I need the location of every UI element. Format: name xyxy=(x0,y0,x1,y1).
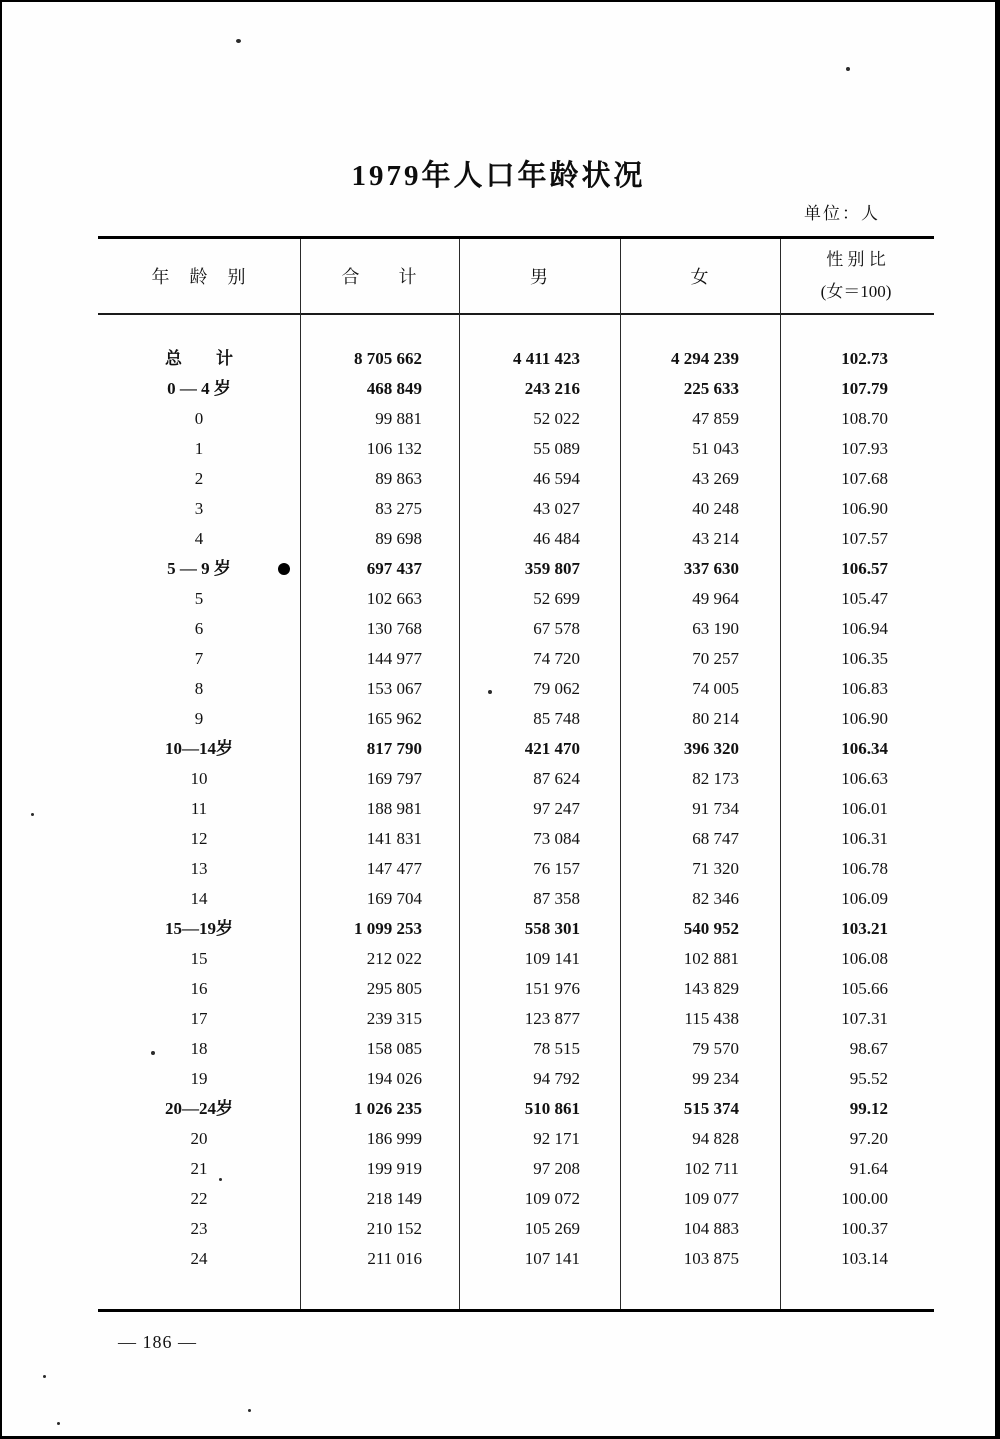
male-cell: 43 027 xyxy=(533,499,580,518)
female-cell: 102 711 xyxy=(684,1159,739,1178)
female-cell: 63 190 xyxy=(692,619,739,638)
male-cell: 107 141 xyxy=(524,1249,580,1268)
age-cell: 6 xyxy=(194,619,204,638)
table-row xyxy=(98,824,934,854)
table-body xyxy=(98,315,934,1274)
age-cell: 5 xyxy=(194,589,204,608)
table-row xyxy=(98,884,934,914)
column-divider xyxy=(459,239,460,1309)
header-male: 男 xyxy=(530,267,549,287)
scan-speck xyxy=(236,39,241,43)
total-cell: 188 981 xyxy=(366,799,422,818)
ratio-cell: 106.09 xyxy=(841,889,888,908)
male-cell: 92 171 xyxy=(533,1129,580,1148)
table-row xyxy=(98,1094,934,1124)
total-cell: 199 919 xyxy=(366,1159,422,1178)
female-cell: 74 005 xyxy=(692,679,739,698)
ratio-cell: 106.63 xyxy=(841,769,888,788)
ratio-cell: 103.21 xyxy=(841,919,888,938)
ratio-cell: 106.08 xyxy=(841,949,888,968)
age-cell: 14 xyxy=(190,889,208,908)
female-cell: 43 214 xyxy=(692,529,739,548)
ratio-cell: 106.31 xyxy=(841,829,888,848)
female-cell: 79 570 xyxy=(692,1039,739,1058)
table-row xyxy=(98,524,934,554)
page-number: — 186 — xyxy=(118,1332,197,1352)
ratio-cell: 106.34 xyxy=(841,739,888,758)
ratio-cell: 105.47 xyxy=(841,589,888,608)
female-cell: 225 633 xyxy=(683,379,739,398)
age-cell: 20—24岁 xyxy=(165,1099,233,1118)
age-cell: 17 xyxy=(190,1009,208,1028)
ratio-cell: 100.37 xyxy=(841,1219,888,1238)
ratio-cell: 106.78 xyxy=(841,859,888,878)
age-cell: 21 xyxy=(190,1159,208,1178)
column-divider xyxy=(620,239,621,1309)
total-cell: 89 863 xyxy=(375,469,422,488)
age-cell: 3 xyxy=(194,499,204,518)
ratio-cell: 105.66 xyxy=(841,979,888,998)
female-cell: 143 829 xyxy=(683,979,739,998)
age-cell: 7 xyxy=(194,649,204,668)
scan-speck xyxy=(43,1375,46,1378)
ratio-cell: 102.73 xyxy=(841,349,888,368)
ratio-cell: 106.35 xyxy=(841,649,888,668)
ratio-cell: 98.67 xyxy=(849,1039,888,1058)
total-cell: 697 437 xyxy=(366,559,422,578)
total-cell: 1 099 253 xyxy=(354,919,422,938)
total-cell: 83 275 xyxy=(375,499,422,518)
total-cell: 186 999 xyxy=(366,1129,422,1148)
age-cell: 1 xyxy=(194,439,204,458)
age-cell: 0 — 4 岁 xyxy=(167,379,231,398)
table-row xyxy=(98,554,934,584)
ratio-cell: 103.14 xyxy=(841,1249,888,1268)
age-cell: 15—19岁 xyxy=(165,919,233,938)
male-cell: 94 792 xyxy=(533,1069,580,1088)
male-cell: 151 976 xyxy=(524,979,580,998)
total-cell: 141 831 xyxy=(366,829,422,848)
table-row xyxy=(98,734,934,764)
male-cell: 87 624 xyxy=(533,769,580,788)
age-cell: 24 xyxy=(190,1249,208,1268)
ratio-cell: 107.79 xyxy=(841,379,888,398)
male-cell: 73 084 xyxy=(533,829,580,848)
total-cell: 99 881 xyxy=(375,409,422,428)
column-divider xyxy=(780,239,781,1309)
table-row xyxy=(98,374,934,404)
scan-speck xyxy=(846,67,850,71)
total-cell: 169 704 xyxy=(366,889,422,908)
table-row xyxy=(98,1214,934,1244)
table-row xyxy=(98,974,934,1004)
total-cell: 102 663 xyxy=(366,589,422,608)
total-cell: 165 962 xyxy=(366,709,422,728)
age-cell: 23 xyxy=(190,1219,208,1238)
total-cell: 212 022 xyxy=(366,949,422,968)
age-cell: 13 xyxy=(190,859,208,878)
age-cell: 8 xyxy=(194,679,204,698)
ratio-cell: 106.57 xyxy=(841,559,888,578)
age-cell: 15 xyxy=(190,949,208,968)
ratio-cell: 91.64 xyxy=(849,1159,888,1178)
male-cell: 4 411 423 xyxy=(512,349,580,368)
column-divider xyxy=(300,239,301,1309)
table-row xyxy=(98,1064,934,1094)
age-cell: 19 xyxy=(190,1069,208,1088)
female-cell: 99 234 xyxy=(692,1069,739,1088)
table-row xyxy=(98,1184,934,1214)
scan-speck xyxy=(31,813,34,816)
male-cell: 74 720 xyxy=(533,649,580,668)
age-cell: 5 — 9 岁 xyxy=(98,554,300,584)
table-row xyxy=(98,854,934,884)
male-cell: 46 594 xyxy=(533,469,580,488)
male-cell: 87 358 xyxy=(533,889,580,908)
table-row xyxy=(98,944,934,974)
table-row xyxy=(98,1124,934,1154)
female-cell: 115 438 xyxy=(684,1009,739,1028)
male-cell: 105 269 xyxy=(524,1219,580,1238)
total-cell: 89 698 xyxy=(375,529,422,548)
age-cell: 9 xyxy=(194,709,204,728)
total-cell: 468 849 xyxy=(366,379,422,398)
total-cell: 147 477 xyxy=(366,859,422,878)
table-row xyxy=(98,494,934,524)
table-row xyxy=(98,644,934,674)
female-cell: 49 964 xyxy=(692,589,739,608)
ratio-cell: 107.57 xyxy=(841,529,888,548)
total-cell: 295 805 xyxy=(366,979,422,998)
male-cell: 78 515 xyxy=(533,1039,580,1058)
male-cell: 243 216 xyxy=(524,379,580,398)
ratio-cell: 106.83 xyxy=(841,679,888,698)
header-sex-ratio xyxy=(780,244,932,308)
scan-speck xyxy=(57,1422,60,1425)
ratio-cell: 97.20 xyxy=(849,1129,888,1148)
population-age-table xyxy=(98,236,934,1312)
ratio-cell: 108.70 xyxy=(841,409,888,428)
female-cell: 40 248 xyxy=(692,499,739,518)
age-cell: 2 xyxy=(194,469,204,488)
male-cell: 52 022 xyxy=(533,409,580,428)
total-cell: 158 085 xyxy=(366,1039,422,1058)
age-cell: 18 xyxy=(190,1039,208,1058)
total-cell: 218 149 xyxy=(366,1189,422,1208)
female-cell: 109 077 xyxy=(683,1189,739,1208)
female-cell: 51 043 xyxy=(692,439,739,458)
age-cell: 总 计 xyxy=(165,349,233,368)
ratio-cell: 100.00 xyxy=(841,1189,888,1208)
female-cell: 103 875 xyxy=(683,1249,739,1268)
total-cell: 130 768 xyxy=(366,619,422,638)
total-cell: 239 315 xyxy=(366,1009,422,1028)
female-cell: 337 630 xyxy=(683,559,739,578)
unit-label: 单位：人 xyxy=(804,204,880,223)
age-cell: 4 xyxy=(194,529,204,548)
table-row xyxy=(98,1004,934,1034)
age-cell: 20 xyxy=(190,1129,208,1148)
male-cell: 46 484 xyxy=(533,529,580,548)
ratio-cell: 107.31 xyxy=(841,1009,888,1028)
female-cell: 540 952 xyxy=(683,919,739,938)
ratio-cell: 107.68 xyxy=(841,469,888,488)
header-total: 合 计 xyxy=(341,267,418,287)
male-cell: 85 748 xyxy=(533,709,580,728)
table-row xyxy=(98,764,934,794)
bullet-marker-icon xyxy=(278,563,290,575)
female-cell: 82 173 xyxy=(692,769,739,788)
female-cell: 94 828 xyxy=(692,1129,739,1148)
total-cell: 8 705 662 xyxy=(354,349,422,368)
male-cell: 109 141 xyxy=(524,949,580,968)
male-cell: 55 089 xyxy=(533,439,580,458)
male-cell: 510 861 xyxy=(524,1099,580,1118)
total-cell: 144 977 xyxy=(366,649,422,668)
total-cell: 1 026 235 xyxy=(354,1099,422,1118)
age-cell: 10 xyxy=(190,769,208,788)
header-sex-ratio-line1: 性 别 比 xyxy=(826,250,886,269)
female-cell: 515 374 xyxy=(683,1099,739,1118)
female-cell: 80 214 xyxy=(692,709,739,728)
total-cell: 211 016 xyxy=(367,1249,422,1268)
ratio-cell: 106.90 xyxy=(841,709,888,728)
table-header-row xyxy=(98,239,934,315)
female-cell: 71 320 xyxy=(692,859,739,878)
table-row xyxy=(98,614,934,644)
female-cell: 70 257 xyxy=(692,649,739,668)
male-cell: 359 807 xyxy=(524,559,580,578)
ratio-cell: 99.12 xyxy=(849,1099,888,1118)
male-cell: 109 072 xyxy=(524,1189,580,1208)
table-row xyxy=(98,584,934,614)
total-cell: 210 152 xyxy=(366,1219,422,1238)
total-cell: 169 797 xyxy=(366,769,422,788)
ratio-cell: 106.01 xyxy=(841,799,888,818)
header-age: 年 龄 别 xyxy=(151,267,247,287)
total-cell: 194 026 xyxy=(366,1069,422,1088)
ratio-cell: 106.94 xyxy=(841,619,888,638)
male-cell: 97 247 xyxy=(533,799,580,818)
header-female: 女 xyxy=(690,267,710,287)
table-row xyxy=(98,1154,934,1184)
male-cell: 123 877 xyxy=(524,1009,580,1028)
age-cell: 11 xyxy=(190,799,208,818)
female-cell: 396 320 xyxy=(683,739,739,758)
female-cell: 82 346 xyxy=(692,889,739,908)
table-row xyxy=(98,674,934,704)
scan-speck xyxy=(248,1409,251,1412)
total-cell: 817 790 xyxy=(366,739,422,758)
page-title: 1979年人口年龄状况 xyxy=(351,160,646,192)
female-cell: 91 734 xyxy=(692,799,739,818)
total-cell: 153 067 xyxy=(366,679,422,698)
table-row xyxy=(98,1034,934,1064)
header-sex-ratio-line2: (女＝100) xyxy=(820,282,892,301)
ratio-cell: 95.52 xyxy=(849,1069,888,1088)
male-cell: 421 470 xyxy=(524,739,580,758)
table-row xyxy=(98,434,934,464)
female-cell: 104 883 xyxy=(683,1219,739,1238)
male-cell: 97 208 xyxy=(533,1159,580,1178)
male-cell: 558 301 xyxy=(524,919,580,938)
table-row xyxy=(98,344,934,374)
female-cell: 43 269 xyxy=(692,469,739,488)
female-cell: 47 859 xyxy=(692,409,739,428)
scan-speck xyxy=(488,690,492,694)
table-row xyxy=(98,464,934,494)
age-cell: 12 xyxy=(190,829,208,848)
age-cell: 22 xyxy=(190,1189,208,1208)
male-cell: 79 062 xyxy=(533,679,580,698)
female-cell: 102 881 xyxy=(683,949,739,968)
table-row xyxy=(98,404,934,434)
table-row xyxy=(98,1244,934,1274)
age-cell: 16 xyxy=(190,979,208,998)
ratio-cell: 106.90 xyxy=(841,499,888,518)
age-cell: 10—14岁 xyxy=(165,739,233,758)
male-cell: 67 578 xyxy=(533,619,580,638)
table-row xyxy=(98,914,934,944)
ratio-cell: 107.93 xyxy=(841,439,888,458)
male-cell: 52 699 xyxy=(533,589,580,608)
scan-speck xyxy=(151,1051,155,1055)
male-cell: 76 157 xyxy=(533,859,580,878)
table-row xyxy=(98,794,934,824)
female-cell: 68 747 xyxy=(692,829,739,848)
total-cell: 106 132 xyxy=(366,439,422,458)
female-cell: 4 294 239 xyxy=(671,349,739,368)
scan-speck xyxy=(219,1178,222,1181)
table-row xyxy=(98,704,934,734)
age-cell: 0 xyxy=(194,409,204,428)
